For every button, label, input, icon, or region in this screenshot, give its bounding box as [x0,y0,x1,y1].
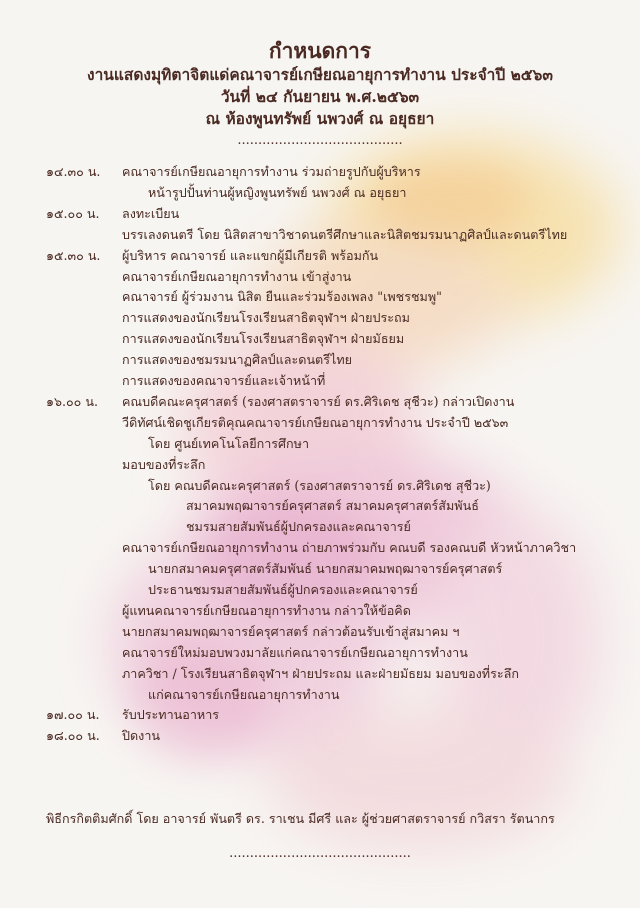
schedule-row [0,203,640,224]
schedule-text: นายกสมาคมพฤฒาจารย์ครุศาสตร์ กล่าวต้อนรับเข้าสู่สมาคม ฯ [122,623,460,639]
event-title: งานแสดงมุทิตาจิตแด่คณาจารย์เกษียณอายุการทำงาน ประจำปี ๒๕๖๓ [87,65,553,84]
schedule-text: ชมรมสายสัมพันธ์ผู้ปกครองและคณาจารย์ [186,519,411,535]
schedule-text: คณาจารย์ ผู้ร่วมงาน นิสิต ยืนและร่วมร้องเพลง "เพชรชมพู" [122,289,442,305]
schedule-text: โดย ศูนย์เทคโนโลยีการศึกษา [148,435,310,451]
schedule-text: ลงทะเบียน [122,205,180,221]
schedule-time: ๑๕.๓๐ น. [46,247,101,263]
schedule-row [0,704,640,725]
schedule-text: คณบดีคณะครุศาสตร์ (รองศาสตราจารย์ ดร.ศิริเดช สุชีวะ) กล่าวเปิดงาน [122,393,515,409]
schedule-row [0,537,640,558]
schedule-row [0,684,640,705]
schedule-text: ผู้แทนคณาจารย์เกษียณอายุการทำงาน กล่าวให้ข้อคิด [122,602,411,618]
schedule-row [0,266,640,287]
schedule-text: ประธานชมรมสายสัมพันธ์ผู้ปกครองและคณาจารย์ [148,582,418,597]
schedule-row [0,412,640,433]
schedule-text: แก่คณาจารย์เกษียณอายุการทำงาน [148,686,340,702]
schedule-row [0,516,640,537]
event-date: วันที่ ๒๔ กันยายน พ.ศ.๒๕๖๓ [220,87,420,106]
schedule-time: ๑๘.๐๐ น. [46,728,100,744]
schedule-row [0,600,640,621]
schedule-text: หน้ารูปปั้นท่านผู้หญิงพูนทรัพย์ นพวงศ์ ณ อยุธยา [148,184,407,200]
schedule-row [0,391,640,412]
schedule-text: ผู้บริหาร คณาจารย์ และแขกผู้มีเกียรติ พร้อมกัน [122,247,379,263]
schedule-row [0,349,640,370]
header-divider: ........................................ [237,133,403,148]
schedule-row [0,245,640,266]
schedule-text: วีดิทัศน์เชิดชูเกียรติคุณคณาจารย์เกษียณอายุการทำงาน ประจำปี ๒๕๖๓ [122,414,509,430]
schedule-text: โดย คณบดีคณะครุศาสตร์ (รองศาสตราจารย์ ดร.ศิริเดช สุชีวะ) [148,477,491,493]
schedule-row [0,328,640,349]
schedule-row [0,286,640,307]
schedule-row [0,370,640,391]
schedule-row [0,475,640,496]
schedule-text: ปิดงาน [122,728,161,744]
schedule-text: สมาคมพฤฒาจารย์ครุศาสตร์ สมาคมครุศาสตร์สัมพันธ์ [186,498,479,514]
schedule-row [0,161,640,182]
schedule-time: ๑๔.๓๐ น. [46,164,101,179]
schedule-row [0,495,640,516]
schedule-text: มอบของที่ระลึก [122,456,206,472]
schedule-text: ภาควิชา / โรงเรียนสาธิตจุฬาฯ ฝ่ายประถม และฝ่ายมัธยม มอบของที่ระลึก [122,665,519,681]
schedule-text: การแสดงของชมรมนาฏศิลป์และดนตรีไทย [122,352,353,368]
schedule-text: รับประทานอาหาร [122,707,220,723]
schedule-text: คณาจารย์ใหม่มอบพวงมาลัยแก่คณาจารย์เกษียณอายุการทำงาน [122,644,468,660]
schedule-text: การแสดงของคณาจารย์และเจ้าหน้าที่ [122,373,326,388]
schedule-row [0,579,640,600]
schedule-row [0,307,640,328]
schedule-text: คณาจารย์เกษียณอายุการทำงาน ร่วมถ่ายรูปกับผู้บริหาร [122,164,421,179]
schedule-row [0,725,640,746]
emcee-credit: พิธีกรกิตติมศักดิ์ โดย อาจารย์ พันตรี ดร. ราเชน มีศรี และ ผู้ช่วยศาสตราจารย์ กวิสรา รัตนากร [46,811,555,826]
schedule-text: การแสดงของนักเรียนโรงเรียนสาธิตจุฬาฯ ฝ่ายประถม [122,310,410,326]
schedule-time: ๑๗.๐๐ น. [46,707,100,723]
schedule-row [0,182,640,203]
document-header [0,38,640,150]
schedule-row [0,454,640,475]
event-venue: ณ ห้องพูนทรัพย์ นพวงศ์ ณ อยุธยา [205,109,435,128]
schedule-row [0,642,640,663]
schedule-text: นายกสมาคมครุศาสตร์สัมพันธ์ นายกสมาคมพฤฒาจารย์ครุศาสตร์ [148,561,503,577]
schedule-time: ๑๕.๐๐ น. [46,205,100,221]
schedule-text: คณาจารย์เกษียณอายุการทำงาน ถ่ายภาพร่วมกับ คณบดี รองคณบดี หัวหน้าภาควิชา [122,540,577,556]
schedule-row [0,663,640,684]
schedule-text: คณาจารย์เกษียณอายุการทำงาน เข้าสู่งาน [122,268,352,284]
schedule-row [0,224,640,245]
schedule-text: การแสดงของนักเรียนโรงเรียนสาธิตจุฬาฯ ฝ่ายมัธยม [122,331,405,347]
schedule-time: ๑๖.๐๐ น. [46,393,98,409]
schedule-row [0,558,640,579]
page-title: กำหนดการ [268,38,372,63]
schedule-row [0,621,640,642]
schedule-row [0,433,640,454]
footer-divider: ............................................ [229,846,411,861]
schedule-text: บรรเลงดนตรี โดย นิสิตสาขาวิชาดนตรีศึกษาและนิสิตชมรมนาฏศิลป์และดนตรีไทย [122,226,568,242]
